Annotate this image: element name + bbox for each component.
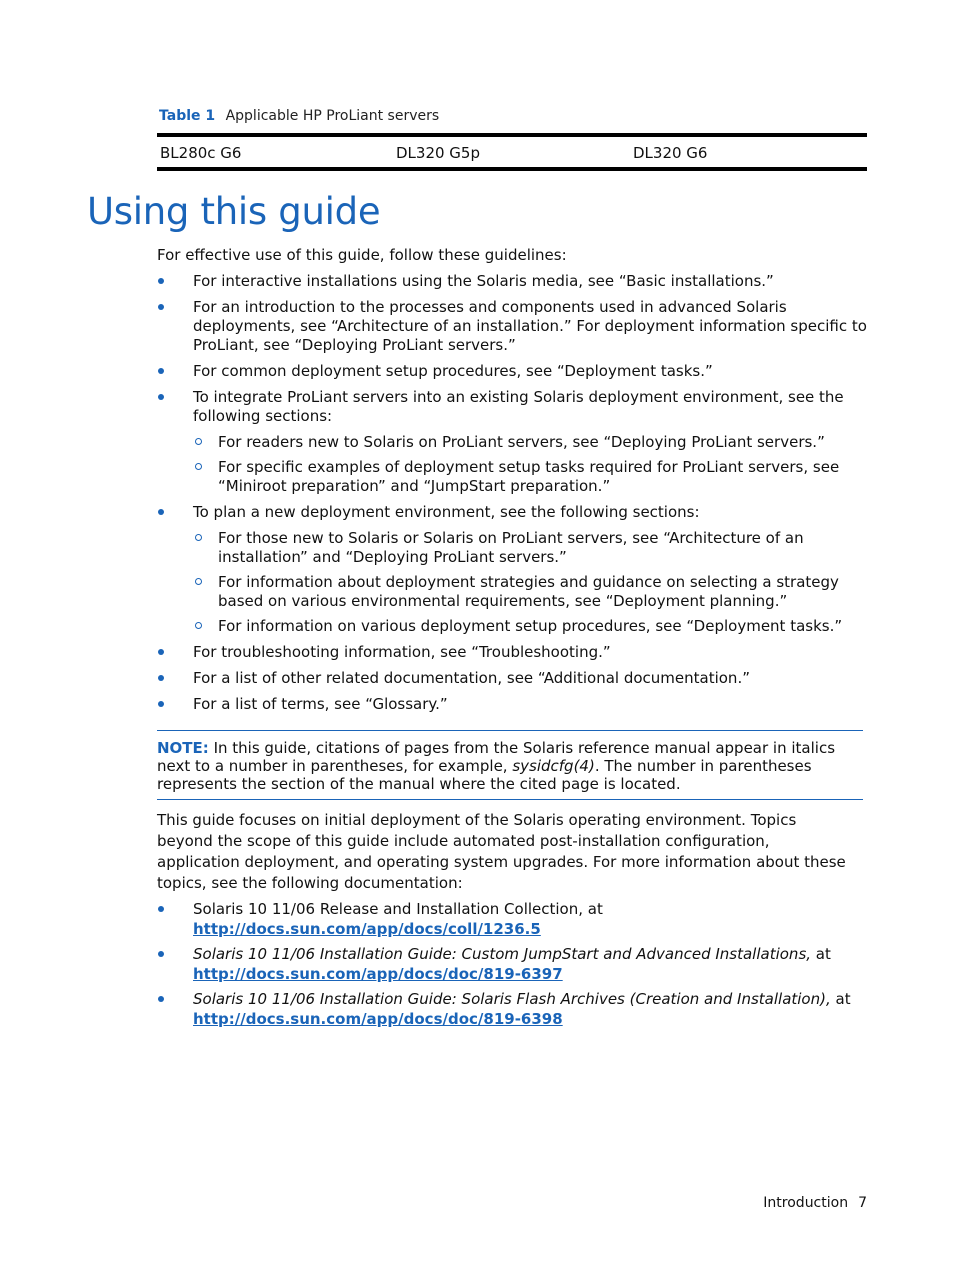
sub-list-item: For readers new to Solaris on ProLiant servers, see “Deploying ProLiant servers.” bbox=[193, 433, 867, 452]
table-caption-text: Applicable HP ProLiant servers bbox=[225, 108, 440, 124]
list-item-text: For common deployment setup procedures, see “Deployment tasks.” bbox=[193, 362, 713, 380]
note-example: sysidcfg(4) bbox=[512, 757, 595, 775]
list-item-text: For troubleshooting information, see “Troubleshooting.” bbox=[193, 643, 611, 661]
table-caption bbox=[159, 108, 439, 124]
list-item-text: For a list of other related documentation, see “Additional documentation.” bbox=[193, 669, 750, 687]
sub-list-item: For information about deployment strategies and guidance on selecting a strategy based on various environmental requirements, see “Deployment planning.” bbox=[193, 573, 867, 611]
note-box bbox=[157, 730, 863, 800]
table-cell: DL320 G6 bbox=[633, 144, 708, 162]
scope-paragraph: This guide focuses on initial deployment of the Solaris operating environment. Topics beyond the scope of this guide include automated post-installation configuration, application deployment, and operating system upgrades. For more information about these topics, see the following documentation: bbox=[157, 811, 846, 892]
list-item bbox=[157, 362, 867, 381]
note-text: In this guide, citations of pages from the Solaris reference manual appear in italics next to a number in parentheses, for example, bbox=[157, 739, 836, 775]
list-item bbox=[157, 388, 867, 496]
sub-list bbox=[193, 433, 867, 496]
list-item-text: For an introduction to the processes and components used in advanced Solaris deployments, see “Architecture of an installation.” For deployment information specific to ProLiant, see “Deploying ProLiant servers.” bbox=[193, 298, 867, 354]
doc-link[interactable]: http://docs.sun.com/app/docs/doc/819-6397 bbox=[193, 965, 563, 983]
section-title: Using this guide bbox=[87, 190, 381, 233]
list-item bbox=[157, 272, 867, 291]
list-item-text: For interactive installations using the Solaris media, see “Basic installations.” bbox=[193, 272, 774, 290]
sub-list-item: For those new to Solaris or Solaris on ProLiant servers, see “Architecture of an installation” and “Deploying ProLiant servers.” bbox=[193, 529, 867, 567]
sub-list-item: For information on various deployment setup procedures, see “Deployment tasks.” bbox=[193, 617, 867, 636]
doc-item bbox=[157, 989, 867, 1029]
server-table bbox=[157, 133, 867, 171]
doc-title: Solaris 10 11/06 Installation Guide: Solaris Flash Archives (Creation and Installation), bbox=[193, 990, 831, 1008]
note-label: NOTE: bbox=[157, 739, 209, 757]
footer-section: Introduction bbox=[763, 1195, 849, 1211]
note-text: . The number in parentheses represents the section of the manual where the cited page is located. bbox=[157, 757, 812, 793]
doc-item bbox=[157, 899, 867, 939]
doc-suffix: at bbox=[830, 990, 851, 1008]
table-label: Table 1 bbox=[159, 108, 216, 124]
documentation-list bbox=[157, 899, 867, 1034]
list-item bbox=[157, 695, 867, 714]
doc-suffix: at bbox=[811, 945, 831, 963]
doc-title: Solaris 10 11/06 Release and Installation Collection, at bbox=[193, 900, 603, 918]
list-item bbox=[157, 669, 867, 688]
table-cell: BL280c G6 bbox=[160, 144, 242, 162]
list-item-text: To integrate ProLiant servers into an existing Solaris deployment environment, see the following sections: bbox=[193, 388, 844, 425]
sub-list-item: For specific examples of deployment setup tasks required for ProLiant servers, see “Miniroot preparation” and “JumpStart preparation.” bbox=[193, 458, 867, 496]
intro-paragraph: For effective use of this guide, follow these guidelines: bbox=[157, 246, 567, 264]
page-footer bbox=[763, 1195, 867, 1211]
doc-link[interactable]: http://docs.sun.com/app/docs/doc/819-6398 bbox=[193, 1010, 563, 1028]
doc-link[interactable]: http://docs.sun.com/app/docs/coll/1236.5 bbox=[193, 920, 541, 938]
list-item bbox=[157, 503, 867, 636]
table-cell: DL320 G5p bbox=[396, 144, 480, 162]
doc-item bbox=[157, 944, 867, 984]
doc-title: Solaris 10 11/06 Installation Guide: Custom JumpStart and Advanced Installations, bbox=[193, 945, 812, 963]
guidelines-list bbox=[157, 272, 867, 721]
sub-list bbox=[193, 529, 867, 636]
page-number: 7 bbox=[858, 1195, 867, 1211]
list-item-text: To plan a new deployment environment, see the following sections: bbox=[193, 503, 700, 521]
list-item bbox=[157, 643, 867, 662]
list-item bbox=[157, 298, 867, 355]
list-item-text: For a list of terms, see “Glossary.” bbox=[193, 695, 448, 713]
